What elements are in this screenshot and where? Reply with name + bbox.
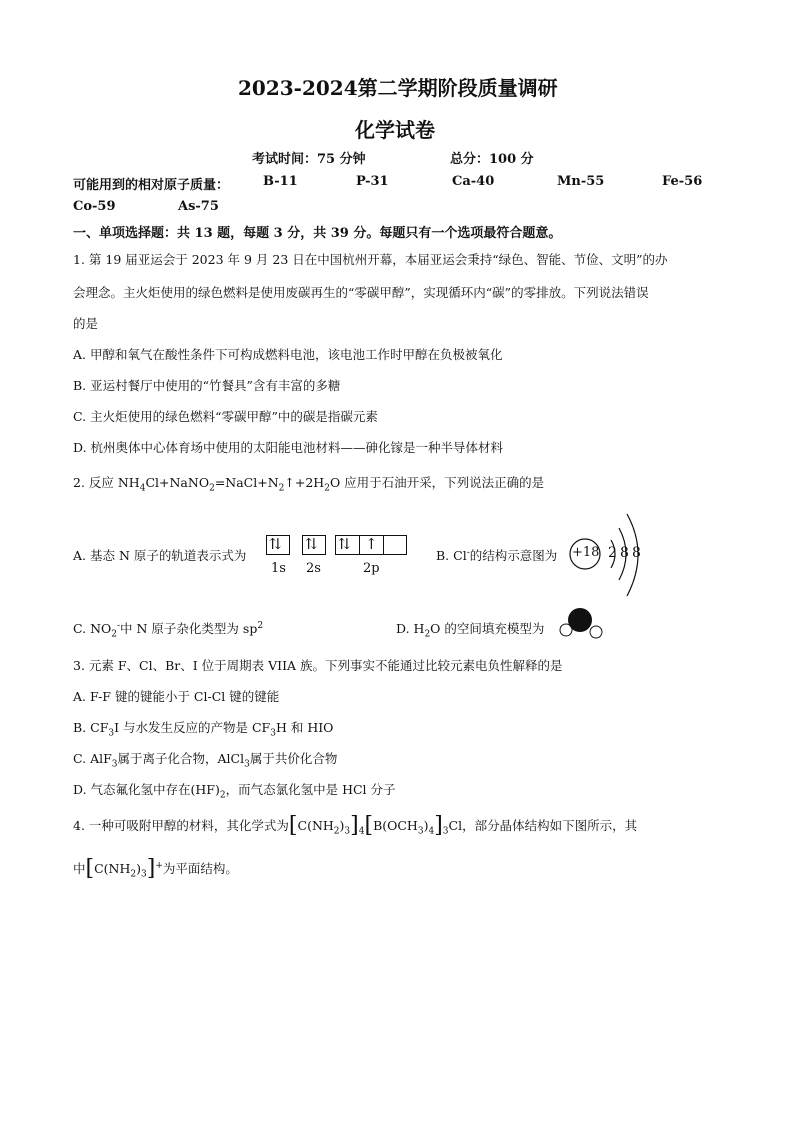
shell-electrons-1: 2 (608, 545, 617, 561)
q3-stem: 3. 元素 F、Cl、Br、I 位于周期表 VIIA 族。下列事实不能通过比较元素电负性解释的是 (73, 658, 563, 673)
section-heading: 一、单项选择题：共 13 题，每题 3 分，共 39 分。每题只有一个选项最符合题意。 (73, 226, 562, 241)
q1-option-d: D. 杭州奥体中心体育场中使用的太阳能电池材料——砷化镓是一种半导体材料 (73, 440, 504, 455)
gas-arrow: ↑ (284, 475, 295, 490)
q1-option-b: B. 亚运村餐厅中使用的“竹餐具”含有丰富的多糖 (73, 378, 341, 393)
q4-stem-line2: 中$[C(NH_2)_3]^+$为平面结构。 (73, 856, 238, 881)
q2-option-a: A. 基态 N 原子的轨道表示式为 (73, 548, 247, 563)
q1-stem-line2: 会理念。主火炬使用的绿色燃料是使用废碳再生的“零碳甲醇”，实现循环内“碳”的零排放。下列说法错误 (73, 285, 649, 300)
orbital-label-1s: 1s (271, 561, 286, 576)
shell-electrons-2: 8 (620, 545, 629, 561)
q1-stem-line3: 的是 (73, 316, 99, 331)
q3-option-d: D. 气态氟化氢中存在$(HF)_2$，而气态氯化氢中是 HCl 分子 (73, 782, 396, 801)
q1-option-c: C. 主火炬使用的绿色燃料“零碳甲醇”中的碳是指碳元素 (73, 409, 378, 424)
shell-electrons-3: 8 (632, 545, 641, 561)
orbital-2p: ⇅ ↑ (335, 535, 407, 555)
orbital-1s: ⇅ (266, 535, 290, 555)
q1-option-a: A. 甲醇和氧气在酸性条件下可构成燃料电池，该电池工作时甲醇在负极被氧化 (73, 347, 503, 362)
q2-option-b: B. Cl-的结构示意图为 (436, 547, 558, 563)
q4-stem-line1: 4. 一种可吸附甲醇的材料，其化学式为$[C(NH_2)_3]_4[B(OCH_3)_4]_3Cl$，部分晶体结构如下图所示，其 (73, 813, 638, 838)
hydrogen-atom-right (590, 626, 602, 638)
atomic-mass-fe: Fe-56 (662, 174, 703, 189)
q3-option-b: B. $CF_3I$ 与水发生反应的产物是 $CF_3H$ 和 HIO (73, 720, 334, 739)
exam-time: 考试时间：75 分钟 (252, 152, 366, 167)
q2-option-d: D. $H_2O$ 的空间填充模型为 (396, 621, 545, 640)
water-space-filling-model (556, 606, 608, 642)
atomic-mass-co: Co-59 (73, 199, 116, 214)
orbital-label-2p: 2p (363, 561, 380, 576)
atomic-mass-b: B-11 (263, 174, 298, 189)
atomic-mass-p: P-31 (356, 174, 389, 189)
atomic-mass-label: 可能用到的相对原子质量： (73, 178, 230, 193)
orbital-2s: ⇅ (302, 535, 326, 555)
oxygen-atom (568, 608, 592, 632)
atomic-mass-ca: Ca-40 (452, 174, 495, 189)
q2-option-c: C. $NO_2^-$中 N 原子杂化类型为 $sp^2$ (73, 620, 264, 640)
atomic-mass-as: As-75 (178, 199, 219, 214)
q2-stem: 2. 反应 $NH_4Cl+NaNO_2=NaCl+N_2↑+2H_2O$ 应用于石油开采，下列说法正确的是 (73, 475, 545, 494)
q3-option-c: C. AlF$_3$属于离子化合物，AlCl$_3$属于共价化合物 (73, 751, 338, 770)
total-score: 总分：100 分 (450, 152, 534, 167)
q1-stem-line1: 1. 第 19 届亚运会于 2023 年 9 月 23 日在中国杭州开幕，本届亚运会秉持“绿色、智能、节俭、文明”的办 (73, 252, 668, 267)
exam-title: 2023-2024第二学期阶段质量调研 (238, 76, 558, 100)
orbital-label-2s: 2s (306, 561, 321, 576)
atomic-mass-mn: Mn-55 (557, 174, 605, 189)
q3-option-a: A. F-F 键的键能小于 Cl-Cl 键的键能 (73, 689, 280, 704)
paper-subtitle: 化学试卷 (355, 118, 435, 142)
nucleus-charge: +18 (572, 545, 600, 560)
